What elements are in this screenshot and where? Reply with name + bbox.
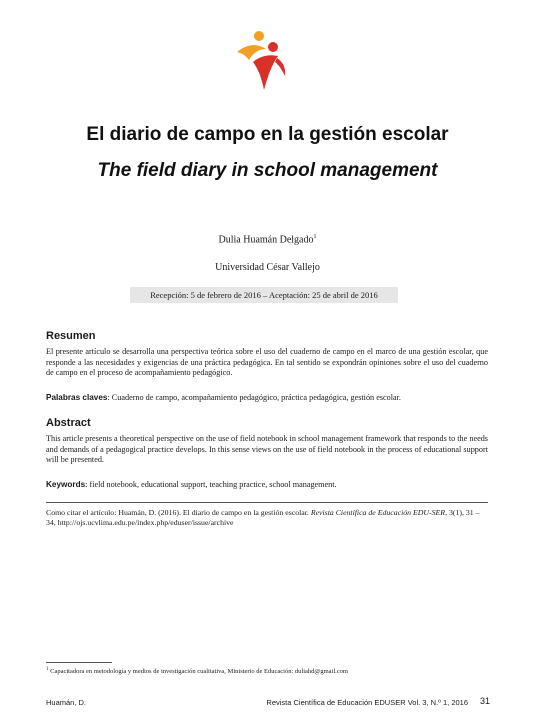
footnote-mark: 1 (46, 667, 49, 672)
red-figure-arm (275, 58, 285, 76)
abstract-heading: Abstract (46, 417, 91, 429)
resumen-text: El presente artículo se desarrolla una perspectiva teórica sobre el uso del cuaderno de campo en el marco de una gestión escolar, que responde a las necesidades y exigencias de una práctica pedagógica. En tal sentido se expondrán opiniones sobre el uso del cuaderno de campo en el proceso de acompañamiento pedagógico. (46, 347, 488, 378)
article-title-spanish: El diario de campo en la gestión escolar (86, 124, 449, 145)
citation-journal: Revista Científica de Educación EDU-SER (310, 508, 446, 517)
article-title-english: The field diary in school management (97, 160, 438, 181)
citation-block (46, 508, 488, 529)
footer-author: Huamán, D. (46, 698, 87, 707)
palabras-claves-label: Palabras claves (46, 393, 108, 402)
palabras-claves-text: : Cuaderno de campo, acompañamiento pedagógico, práctica pedagógica, gestión escolar. (107, 393, 401, 402)
abstract-text: This article presents a theoretical perspective on the use of field notebook in school management framework that responds to the needs and demands of a pedagogical practice develops. In this sense views on the use of field notebook in the process of educational support will be presented. (46, 434, 488, 465)
page-number: 31 (480, 696, 491, 706)
citation-prefix: Como citar el artículo: Huamán, D. (2016). El diario de campo en la gestión escolar. (46, 508, 311, 517)
palabras-claves (46, 393, 488, 404)
reception-dates: Recepción: 5 de febrero de 2016 – Aceptación: 25 de abril de 2016 (130, 287, 398, 303)
red-figure-body (253, 55, 278, 90)
footnote (46, 667, 348, 675)
orange-figure-head (254, 31, 264, 41)
footnote-divider (46, 662, 112, 663)
citation-divider (46, 502, 488, 503)
author-footnote-mark: 1 (313, 234, 317, 240)
footnote-text: Capacitadora en metodología y medios de investigación cualitativa, Ministerio de Educación: duliahd@gmail.com (48, 668, 348, 676)
author-affiliation: Universidad César Vallejo (215, 262, 320, 273)
footer-journal: Revista Científica de Educación EDUSER Vol. 3, N.º 1, 2016 (266, 698, 468, 707)
author-line (0, 234, 535, 245)
red-figure-head (268, 42, 278, 52)
eduser-figures-logo (233, 30, 291, 92)
keywords-label: Keywords (46, 480, 86, 489)
author-name: Dulia Huamán Delgado (218, 234, 314, 246)
keywords-text: : field notebook, educational support, teaching practice, school management. (85, 480, 337, 489)
citation-suffix: , 3(1), 31 – 34, http://ojs.ucvlima.edu.pe/index.php/eduser/issue/archive (46, 508, 480, 528)
keywords (46, 480, 488, 491)
resumen-heading: Resumen (46, 330, 96, 342)
